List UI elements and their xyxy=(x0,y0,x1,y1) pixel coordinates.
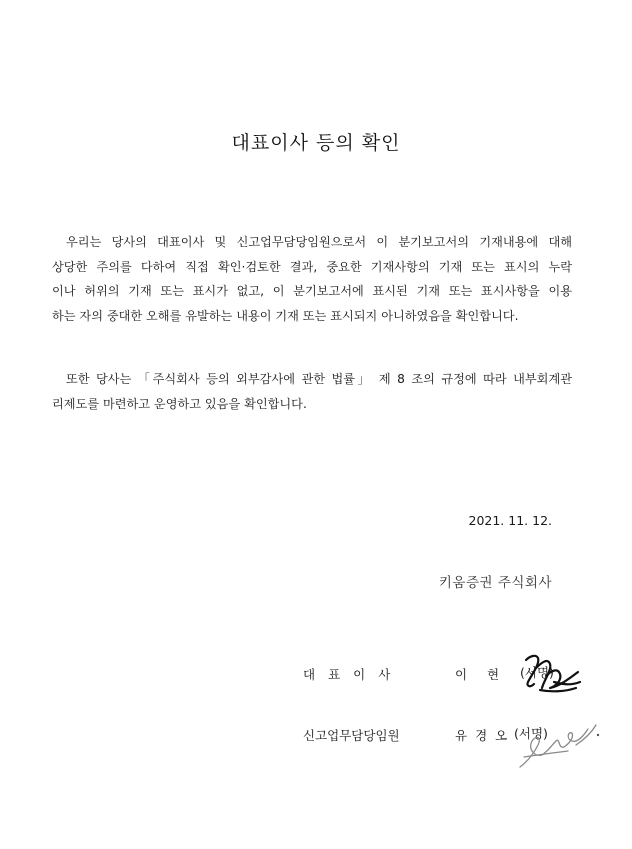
internal-control-paragraph xyxy=(52,367,572,416)
handwritten-signature-icon xyxy=(520,648,584,696)
paragraph-line: 이나 허위의 기재 또는 표시가 없고, 이 분기보고서에 표시된 기재 또는 표시사항을 이용 xyxy=(52,284,572,298)
confirmation-paragraph xyxy=(52,230,572,328)
signature-label: (서명) xyxy=(520,665,554,680)
paragraph-line: 하는 자의 중대한 오해를 유발하는 내용이 기재 또는 표시되지 아니하였음을 확인합니다. xyxy=(52,308,519,323)
signatory-role: 대표이사 xyxy=(303,667,404,682)
document-title: 대표이사 등의 확인 xyxy=(231,132,401,154)
document-date: 2021. 11. 12. xyxy=(468,513,552,528)
paragraph-line: 상당한 주의를 다하여 직접 확인·검토한 결과, 중요한 기재사항의 기재 또는 표시의 누락 xyxy=(52,259,572,274)
signatory-name: 유경오 xyxy=(455,728,516,743)
company-name: 키움증권 주식회사 xyxy=(438,575,552,591)
paragraph-line: 리제도를 마련하고 운영하고 있음을 확인합니다. xyxy=(52,396,307,411)
signature-label: (서명) xyxy=(514,726,548,741)
paragraph-line: 우리는 당사의 대표이사 및 신고업무담당임원으로서 이 분기보고서의 기재내용에 대해 xyxy=(66,235,572,249)
handwritten-signature-icon xyxy=(512,705,602,775)
signatory-role: 신고업무담당임원 xyxy=(303,728,400,743)
paragraph-line: 또한 당사는 「주식회사 등의 외부감사에 관한 법률」 제 8 조의 규정에 따라 내부회계관 xyxy=(66,372,572,386)
signatory-name: 이 현 xyxy=(455,667,508,682)
